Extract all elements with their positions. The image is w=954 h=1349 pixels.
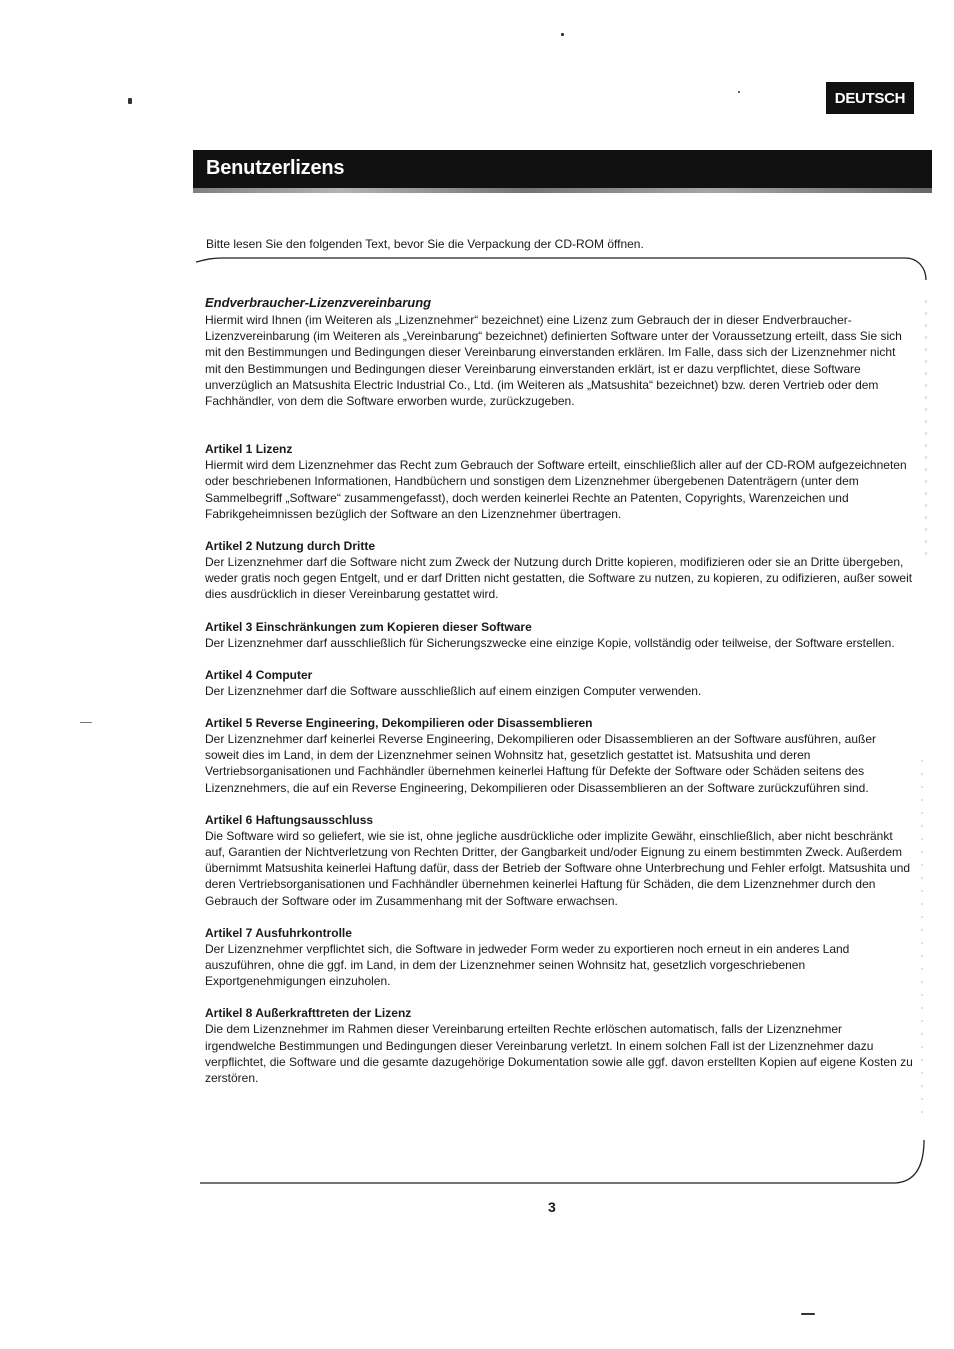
article-heading: Artikel 3 Einschränkungen zum Kopieren dieser Software (205, 619, 532, 634)
article-text: Der Lizenznehmer verpflichtet sich, die Software in jedweder Form weder zu exportieren noch erneut in ein anderes Land auszuführen, ohne die ggf. im Land, in dem der Lizenznehmer seinen Wohnsitz hat, gesetzlich vorgeschriebenen Exportgenehmigungen einzuholen. (205, 941, 850, 989)
scan-speck (801, 1313, 815, 1315)
scan-speck (561, 33, 564, 36)
article-heading: Artikel 8 Außerkrafttreten der Lizenz (205, 1006, 412, 1021)
agreement-preamble: Hiermit wird Ihnen (im Weiteren als „Lizenznehmer“ bezeichnet) eine Lizenz zum Gebrauch der in dieser Endverbraucher-Lizenzvereinbarung (im Weiteren als „Vereinbarung“ bezeichnet) definierten Software unter der Voraussetzung erteilt, dass Sie sich mit den Bestimmungen und Bedingungen dieser Vereinbarung einverstanden erklären. Im Falle, dass sich der Lizenznehmer nicht mit den Bestimmungen und Bedingungen dieser Vereinbarung einverstanden erklärt, ist er dazu verpflichtet, diese Software unverzüglich an Matsushita Electric Industrial Co., Ltd. (im Weiteren als „Matsushita“ bezeichnet) bzw. deren Vertrieb oder dem Fachhändler, von dem die Software erworben wurde, zurückzugeben. (205, 313, 902, 409)
intro-text: Bitte lesen Sie den folgenden Text, bevor Sie die Verpackung der CD-ROM öffnen. (206, 237, 644, 251)
scan-speck (738, 91, 740, 93)
article-text: Der Lizenznehmer darf keinerlei Reverse Engineering, Dekompilieren oder Disassemblieren an der Software ausführen, außer soweit dies im Land, in dem der Lizenznehmer seinen Wohnsitz hat, gesetzlich gestattet ist. Matsushita und deren Vertriebsorganisationen und Fachhändler übernehmen keinerlei Haftung für Defekte der Software oder Schäden seitens des Lizenznehmers, die auf ein Reverse Engineering, Dekompilieren oder Disassemblieren an der Software zurückzuführen sind. (205, 732, 877, 795)
article-5 (205, 715, 913, 796)
article-text: Der Lizenznehmer darf ausschließlich für Sicherungszwecke eine einzige Kopie, vollständig oder teilweise, der Software erstellen. (205, 635, 895, 650)
article-1 (205, 441, 913, 522)
article-heading: Artikel 6 Haftungsausschluss (205, 812, 374, 827)
article-heading: Artikel 4 Computer (205, 667, 313, 682)
page-title: Benutzerlizens (206, 157, 345, 179)
article-6 (205, 812, 913, 909)
article-text: Die Software wird so geliefert, wie sie ist, ohne jegliche ausdrückliche oder implizite Gewähr, einschließlich, aber nicht beschränkt auf, Garantien der Nichtverletzung von Rechten Dritter, der Gangbarkeit und/oder Eignung zu einem bestimmten Zweck. Außerdem übernimmt Matsushita keinerlei Haftung dafür, dass der Betrieb der Software ohne Unterbrechung und Fehler erfolgt. Matsushita und deren Vertriebsorganisationen und Fachhändler übernehmen keinerlei Haftung für Schäden, die dem Lizenznehmer durch den Gebrauch der Software oder im Zusammenhang mit der Software erwachsen. (205, 828, 911, 908)
scan-speck (128, 98, 132, 104)
article-heading: Artikel 2 Nutzung durch Dritte (205, 539, 376, 554)
article-text: Der Lizenznehmer darf die Software ausschließlich auf einem einzigen Computer verwenden. (205, 683, 702, 698)
article-heading: Artikel 5 Reverse Engineering, Dekompilieren oder Disassemblieren (205, 716, 593, 731)
article-text: Hiermit wird dem Lizenznehmer das Recht zum Gebrauch der Software erteilt, einschließlich aller auf der CD-ROM aufgezeichneten oder beschriebenen Informationen, Handbüchern und sonstigen dem Lizenznehmer übergebenen Datenträgern (unter dem Sammelbegriff „Software“ zusammengefasst), doch werden keinerlei Rechte an Patenten, Copyrights, Warenzeichen und Fabrikgeheimnissen bezüglich der Software an den Lizenznehmer übertragen. (205, 458, 907, 521)
article-text: Der Lizenznehmer darf die Software nicht zum Zweck der Nutzung durch Dritte kopieren, modifizieren oder sie an Dritte übergeben, weder gratis noch gegen Entgelt, und er darf Dritten nicht gestatten, die Software zu nutzen, zu kopieren, zu odifizieren, außer soweit dies ausdrücklich in dieser Vereinbarung gestattet wird. (205, 555, 913, 602)
agreement-title: Endverbraucher-Lizenzvereinbarung (205, 295, 432, 310)
article-4 (205, 667, 913, 699)
article-text: Die dem Lizenznehmer im Rahmen dieser Vereinbarung erteilten Rechte erlöschen automatisch, falls der Lizenznehmer irgendwelche Bestimmungen und Bedingungen dieser Vereinbarung verletzt. In einem solchen Fall ist der Lizenznehmer dazu verpflichtet, die Software und die gesamte dazugehörige Dokumentation sowie alle ggf. davon erstellten Kopien auf eigene Kosten zu zerstören. (205, 1022, 913, 1086)
article-7 (205, 925, 913, 990)
agreement-body (205, 294, 913, 1102)
page-number: 3 (548, 1199, 556, 1215)
article-2 (205, 538, 913, 603)
language-tab: DEUTSCH (826, 82, 914, 114)
article-3 (205, 619, 913, 651)
article-heading: Artikel 7 Ausfuhrkontrolle (205, 925, 352, 940)
scan-speck (80, 722, 92, 723)
article-heading: Artikel 1 Lizenz (205, 442, 293, 457)
article-8 (205, 1005, 913, 1086)
